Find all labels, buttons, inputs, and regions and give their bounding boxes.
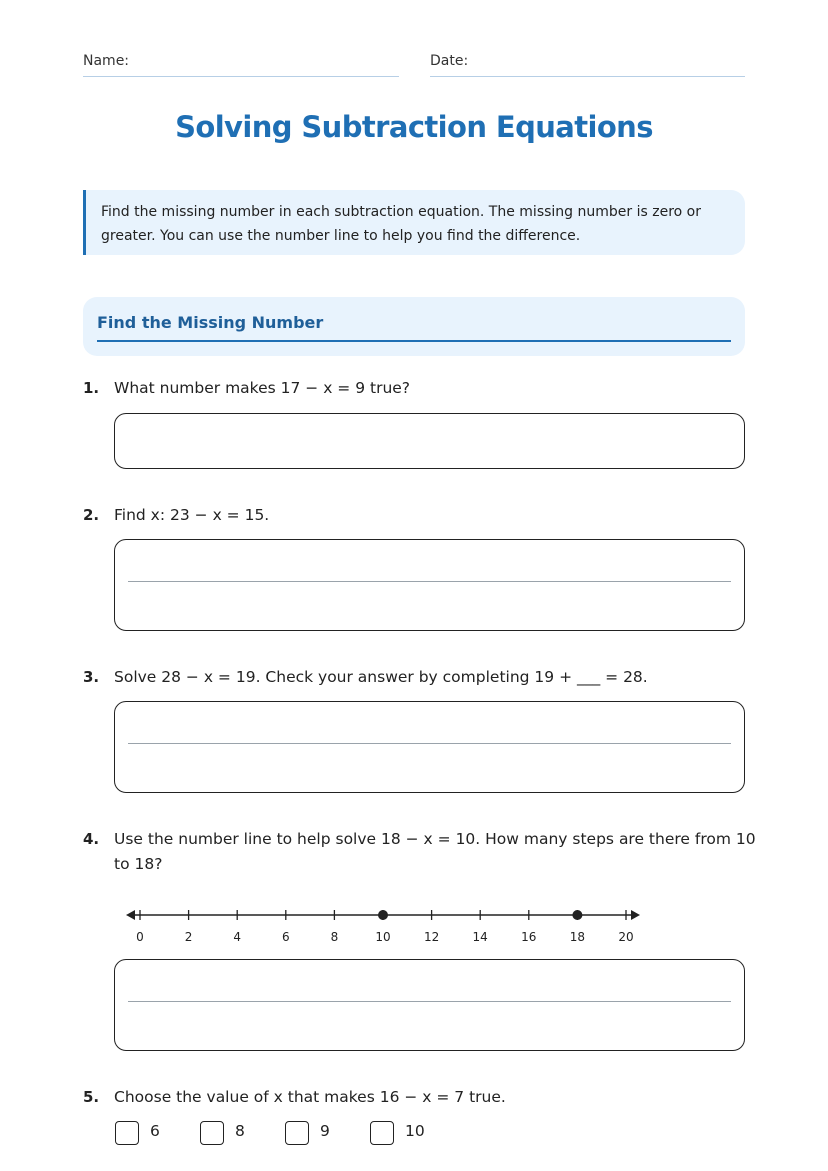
- number-line-right-arrow: [631, 910, 640, 920]
- instructions-box: [83, 190, 745, 255]
- answer-box[interactable]: [114, 413, 745, 469]
- question-number: 4.: [83, 830, 100, 848]
- choice-label: 10: [405, 1122, 425, 1140]
- section-title: Find the Missing Number: [97, 313, 324, 332]
- number-line-point: [572, 910, 582, 920]
- section-rule: [97, 340, 731, 342]
- name-label: Name:: [83, 53, 130, 69]
- instructions-text: Find the missing number in each subtraction equation. The missing number is zero or greater. You can use the number line to help you find the difference.: [101, 204, 701, 244]
- number-line: [110, 900, 650, 950]
- answer-line: [128, 743, 731, 744]
- number-line-left-arrow: [126, 910, 135, 920]
- choice-checkbox[interactable]: [200, 1121, 224, 1145]
- date-label: Date:: [430, 53, 469, 69]
- number-line-label: 20: [618, 930, 634, 944]
- question-number: 3.: [83, 668, 100, 686]
- question-text-line2: to 18?: [114, 855, 163, 873]
- answer-line: [128, 581, 731, 582]
- choice-label: 6: [150, 1122, 160, 1140]
- number-line-label: 18: [569, 930, 586, 944]
- choice-label: 9: [320, 1122, 330, 1140]
- question-text: Choose the value of x that makes 16 − x = 7 true.: [114, 1088, 506, 1106]
- number-line-label: 16: [521, 930, 537, 944]
- choice-checkbox[interactable]: [115, 1121, 139, 1145]
- number-line-label: 6: [281, 930, 290, 944]
- question-text: Find x: 23 − x = 15.: [114, 506, 270, 524]
- page-title: Solving Subtraction Equations: [175, 110, 653, 144]
- question-text-line1: Use the number line to help solve 18 − x = 10. How many steps are there from 10: [114, 830, 756, 848]
- choice-label: 8: [235, 1122, 245, 1140]
- number-line-label: 8: [330, 930, 339, 944]
- answer-box[interactable]: [114, 539, 745, 631]
- answer-line: [128, 1001, 731, 1002]
- choice-checkbox[interactable]: [285, 1121, 309, 1145]
- number-line-point: [378, 910, 388, 920]
- number-line-label: 4: [233, 930, 242, 944]
- question-number: 1.: [83, 379, 100, 397]
- answer-box[interactable]: [114, 959, 745, 1051]
- question-text: What number makes 17 − x = 9 true?: [114, 379, 411, 397]
- number-line-label: 12: [423, 930, 440, 944]
- date-field[interactable]: [430, 76, 745, 77]
- section-header: [83, 297, 745, 356]
- question-number: 5.: [83, 1088, 100, 1106]
- question-text: Solve 28 − x = 19. Check your answer by completing 19 + ___ = 28.: [114, 668, 648, 686]
- answer-box[interactable]: [114, 701, 745, 793]
- number-line-label: 14: [472, 930, 488, 944]
- number-line-label: 2: [184, 930, 193, 944]
- choice-checkbox[interactable]: [370, 1121, 394, 1145]
- number-line-label: 10: [375, 930, 391, 944]
- name-field[interactable]: [83, 76, 399, 77]
- question-number: 2.: [83, 506, 100, 524]
- number-line-label: 0: [136, 930, 144, 944]
